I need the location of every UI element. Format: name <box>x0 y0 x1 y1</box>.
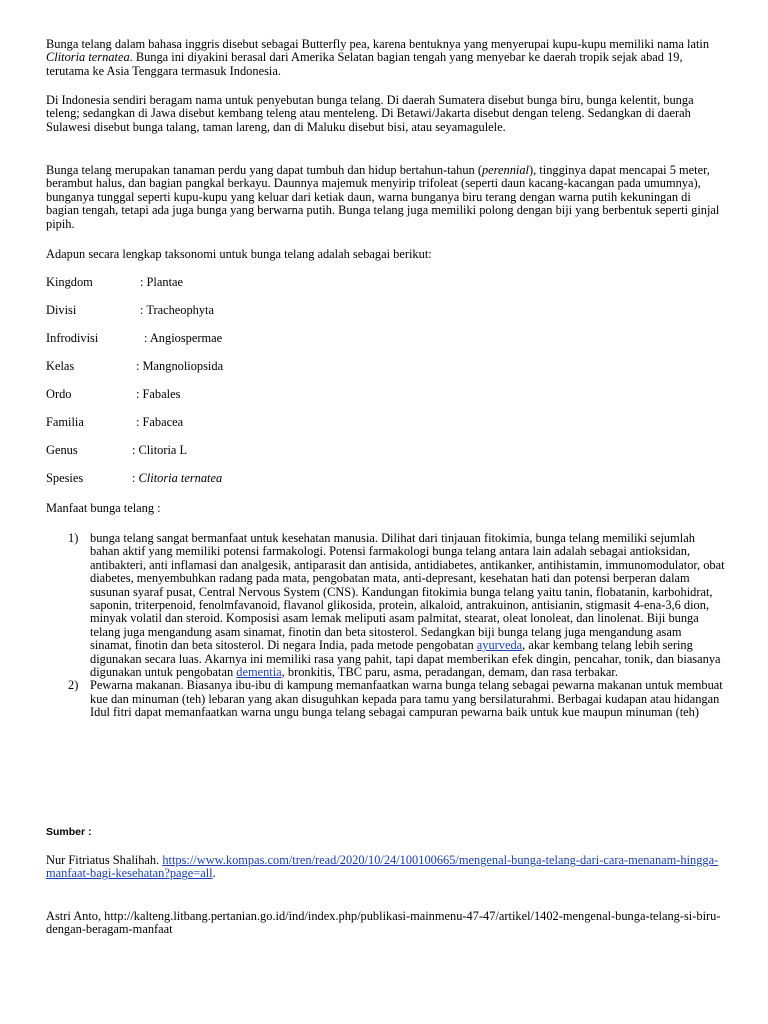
taxonomy-row <box>46 416 183 429</box>
source-entry-1 <box>46 854 726 881</box>
taxonomy-row <box>46 388 180 401</box>
taxonomy-value: : Plantae <box>140 275 184 289</box>
local-names-paragraph: Di Indonesia sendiri beragam nama untuk penyebutan bunga telang. Di daerah Sumatera disebut bunga biru, bunga kelentit, bunga teleng; sedangkan di Jawa disebut kembang teleng atau menteleng. Di Betawi/Jakarta disebut dengan teleng. Sedangkan di daerah Sulawesi disebut bunga talang, taman lareng, dan di Maluku disebut bisi, atau seyamagulele. <box>46 93 694 134</box>
taxonomy-row <box>46 304 214 317</box>
list-item <box>46 679 726 719</box>
intro-text-a: Bunga telang dalam bahasa inggris disebut sebagai Butterfly pea, karena bentuknya yang menyerupai kupu-kupu memiliki nama latin <box>46 37 710 51</box>
taxonomy-label: Ordo <box>46 387 72 401</box>
benefit-text: Pewarna makanan. Biasanya ibu-ibu di kampung memanfaatkan warna bunga telang sebagai pewarna makanan untuk membuat kue dan minuman (teh) lebaran yang akan disuguhkan kepada para tamu yang bersilaturahmi. Berbagai kudapan atau hidangan Idul fitri dapat memanfaatkan warna ungu bunga telang sebagai campuran pewarna baik untuk kue maupun minuman (teh) <box>90 678 723 720</box>
taxonomy-label: Genus <box>46 443 78 457</box>
sources-heading: Sumber : <box>46 826 92 838</box>
taxonomy-row <box>46 360 223 373</box>
taxonomy-row <box>46 472 222 485</box>
taxonomy-label: Kelas <box>46 359 75 373</box>
benefit-text-b: , akar kembang telang lebih sering digunakan secara luas. Akarnya ini memiliki rasa yang pahit, tapi dapat memberikan efek dingin, pencahar, tonik, dan biasanya digunakan untuk pengobatan <box>90 638 721 680</box>
taxonomy-label: Divisi <box>46 303 77 317</box>
intro-text-b: . Bunga ini diyakini berasal dari Amerika Selatan bagian tengah yang menyebar ke daerah tropik sejak abad 19, terutama ke Asia Tenggara termasuk Indonesia. <box>46 50 683 78</box>
list-number: 2) <box>68 678 79 693</box>
benefit-text-a: bunga telang sangat bermanfaat untuk kesehatan manusia. Dilihat dari tinjauan fitokimia, bunga telang memiliki sejumlah bahan aktif yang memiliki potensi farmakologi. Potensi farmakologi bunga telang antara lain adalah sebagai antioksidan, antibakteri, anti inflamasi dan analgesik, antiparasit dan antisida, antidiabetes, antikanker, antihistamin, immunomodulator, obat diabetes, menyembuhkan radang pada mata, pengobatan mata, anti-depresant, kesehatan hati dan potensi berperan dalam susunan syaraf pusat, Central Nervous System (CNS). Kandungan fitokimia bunga telang yaitu tanin, flobatanin, karbohidrat, saponin, triterpenoid, fenolmfavanoid, flavanol glikosida, protein, alkaloid, antrakuinon, antisianin, stigmasit 4-ena-3,6 dion, minyak volatil dan steroid. Komposisi asam lemak meliputi asam palmitat, stearat, oleat lonoleat, dan linolenat. Biji bunga telang juga mengandung asam sinamat, finotin dan beta sitosterol. Sedangkan biji bunga telang juga mengandung asam sinamat, finotin dan beta sitosterol. Di negara India, pada metode pengobatan <box>90 531 725 653</box>
intro-paragraph <box>46 38 726 78</box>
taxonomy-row <box>46 444 187 457</box>
benefit-text-c: , bronkitis, TBC paru, asma, peradangan, demam, dan rasa terbakar. <box>281 665 618 680</box>
dementia-link[interactable]: dementia <box>236 665 282 680</box>
taxonomy-value: : Fabacea <box>136 415 184 429</box>
kompas-source-link[interactable]: https://www.kompas.com/tren/read/2020/10/24/100100665/mengenal-bunga-telang-dari-cara-menanam-hingga-manfaat-bagi-kesehatan?page=all <box>46 853 719 881</box>
taxonomy-value: : Fabales <box>136 387 181 401</box>
description-text-b: ), tingginya dapat mencapai 5 meter, berambut halus, dan bagian pangkal berkayu. Daunnya majemuk menyirip trifoleat (seperti daun kacang-kacangan pada umumnya), bunganya tunggal seperti kupu-kupu yang keluar dari ketiak daun, warna bunganya biru terang dengan warna putih kekuningan di bagian tengah, tetapi ada juga bunga yang berwarna putih. Bunga telang juga memiliki polong dengan biji yang berbentuk seperti ginjal pipih. <box>46 163 720 231</box>
taxonomy-label: Infrodivisi <box>46 331 99 345</box>
description-paragraph <box>46 164 726 231</box>
taxonomy-label: Familia <box>46 415 84 429</box>
benefits-list <box>46 532 726 720</box>
ayurveda-link[interactable]: ayurveda <box>476 638 523 653</box>
list-item <box>46 532 726 679</box>
perennial-term: perennial <box>481 163 529 177</box>
taxonomy-intro: Adapun secara lengkap taksonomi untuk bunga telang adalah sebagai berikut: <box>46 247 432 261</box>
taxonomy-value: : Tracheophyta <box>140 303 214 317</box>
latin-name: Clitoria ternatea <box>46 50 130 65</box>
taxonomy-value: : Clitoria L <box>132 443 188 457</box>
source-author: Nur Fitriatus Shalihah. <box>46 853 163 867</box>
taxonomy-label: Spesies <box>46 471 84 485</box>
taxonomy-value: : Angiospermae <box>144 331 223 345</box>
taxonomy-value: : <box>132 471 139 485</box>
taxonomy-row <box>46 276 183 289</box>
source-period: . <box>212 866 216 881</box>
taxonomy-label: Kingdom <box>46 275 93 289</box>
benefits-heading: Manfaat bunga telang : <box>46 501 161 515</box>
species-name: Clitoria ternatea <box>138 471 223 485</box>
taxonomy-row <box>46 332 222 345</box>
description-text-a: Bunga telang merupakan tanaman perdu yang dapat tumbuh dan hidup bertahun-tahun ( <box>46 163 482 177</box>
list-number: 1) <box>68 531 79 545</box>
source-entry-2: Astri Anto, http://kalteng.litbang.pertanian.go.id/ind/index.php/publikasi-mainmenu-47-47/artikel/1402-mengenal-bunga-telang-si-biru-dengan-beragam-manfaat <box>46 909 721 937</box>
taxonomy-value: : Mangnoliopsida <box>136 359 224 373</box>
